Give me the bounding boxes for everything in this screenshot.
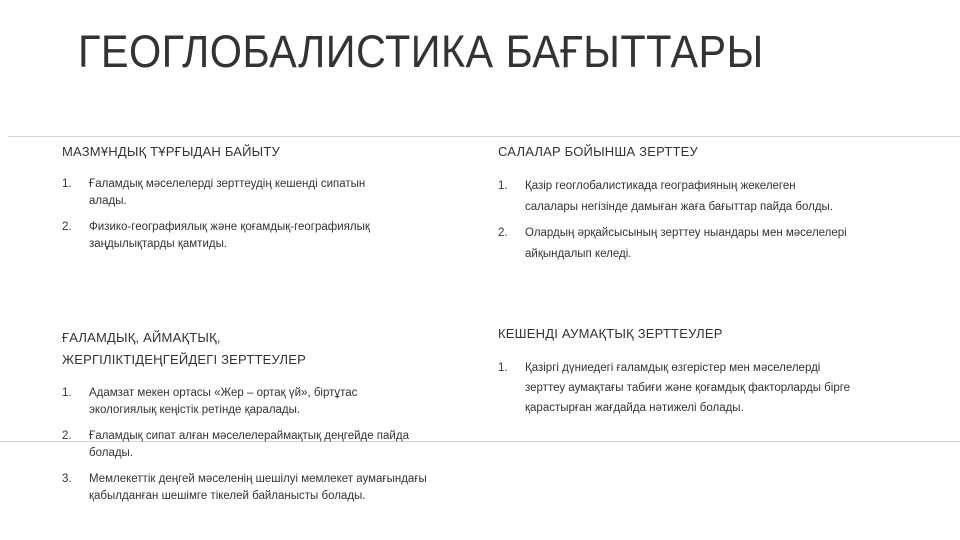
item-number: 2. <box>498 227 508 239</box>
item-text: Олардың әрқайсысының зерттеу ныандары мен мәселелері айқындалып келеді. <box>525 227 847 260</box>
section-content-enrichment <box>62 142 382 262</box>
item-number: 1. <box>498 362 508 374</box>
list-item <box>498 223 848 265</box>
item-number: 1. <box>498 180 508 192</box>
section-heading: ҒАЛАМДЫҚ, АЙМАҚТЫҚ, ЖЕРГІЛІКТІДЕҢГЕЙДЕГІ ЗЕРТТЕУЛЕР <box>62 330 306 367</box>
item-text: Ғаламдық сипат алған мәселелераймақтық деңгейде пайда болады. <box>89 430 409 459</box>
item-number: 2. <box>62 221 72 233</box>
item-number: 1. <box>62 387 72 399</box>
item-text: Мемлекеттік деңгей мәселенің шешілуі мемлекет аумағындағы қабылданған шешімге тікелей байланысты болады. <box>89 473 427 502</box>
list-item <box>498 176 848 218</box>
list-item <box>62 428 427 462</box>
top-divider <box>8 136 960 137</box>
item-number: 1. <box>62 178 72 190</box>
section-heading: КЕШЕНДІ АУМАҚТЫҚ ЗЕРТТЕУЛЕР <box>498 326 723 341</box>
list-item <box>62 176 382 210</box>
list-item <box>62 471 427 505</box>
item-list <box>498 176 848 265</box>
item-text: Қазіргі дүниедегі ғаламдық өзгерістер мен мәселелерді зерттеу аумақтағы табиғи және қоғамдық факторларды бірге қарастырған жағдайда нәтижелі болады. <box>525 362 851 414</box>
list-item <box>62 385 427 419</box>
item-text: Физико-географиялық және қоғамдық-географиялық заңдылықтарды қамтиды. <box>89 221 370 250</box>
list-item <box>62 219 382 253</box>
item-text: Ғаламдық мәселелерді зерттеудің кешенді сипатын алады. <box>89 178 366 207</box>
item-list <box>62 385 427 505</box>
item-list <box>498 358 858 418</box>
section-branch-research <box>498 142 848 270</box>
section-heading: МАЗМҰНДЫҚ ТҰРҒЫДАН БАЙЫТУ <box>62 144 280 159</box>
page-title: ГЕОГЛОБАЛИСТИКА БАҒЫТТАРЫ <box>78 26 764 77</box>
section-complex-territorial <box>498 324 858 423</box>
item-list <box>62 176 382 253</box>
item-number: 2. <box>62 430 72 442</box>
item-text: Қазір геоглобалистикада географияның жекелеген салалары негізінде дамыған жаға бағыттар пайда болды. <box>525 180 834 213</box>
list-item <box>498 358 858 418</box>
item-number: 3. <box>62 473 72 485</box>
item-text: Адамзат мекен ортасы «Жер – ортақ үй», біртұтас экологиялық кеңістік ретінде қаралады. <box>89 387 358 416</box>
section-global-regional-local <box>62 327 427 514</box>
section-heading: САЛАЛАР БОЙЫНША ЗЕРТТЕУ <box>498 144 698 159</box>
